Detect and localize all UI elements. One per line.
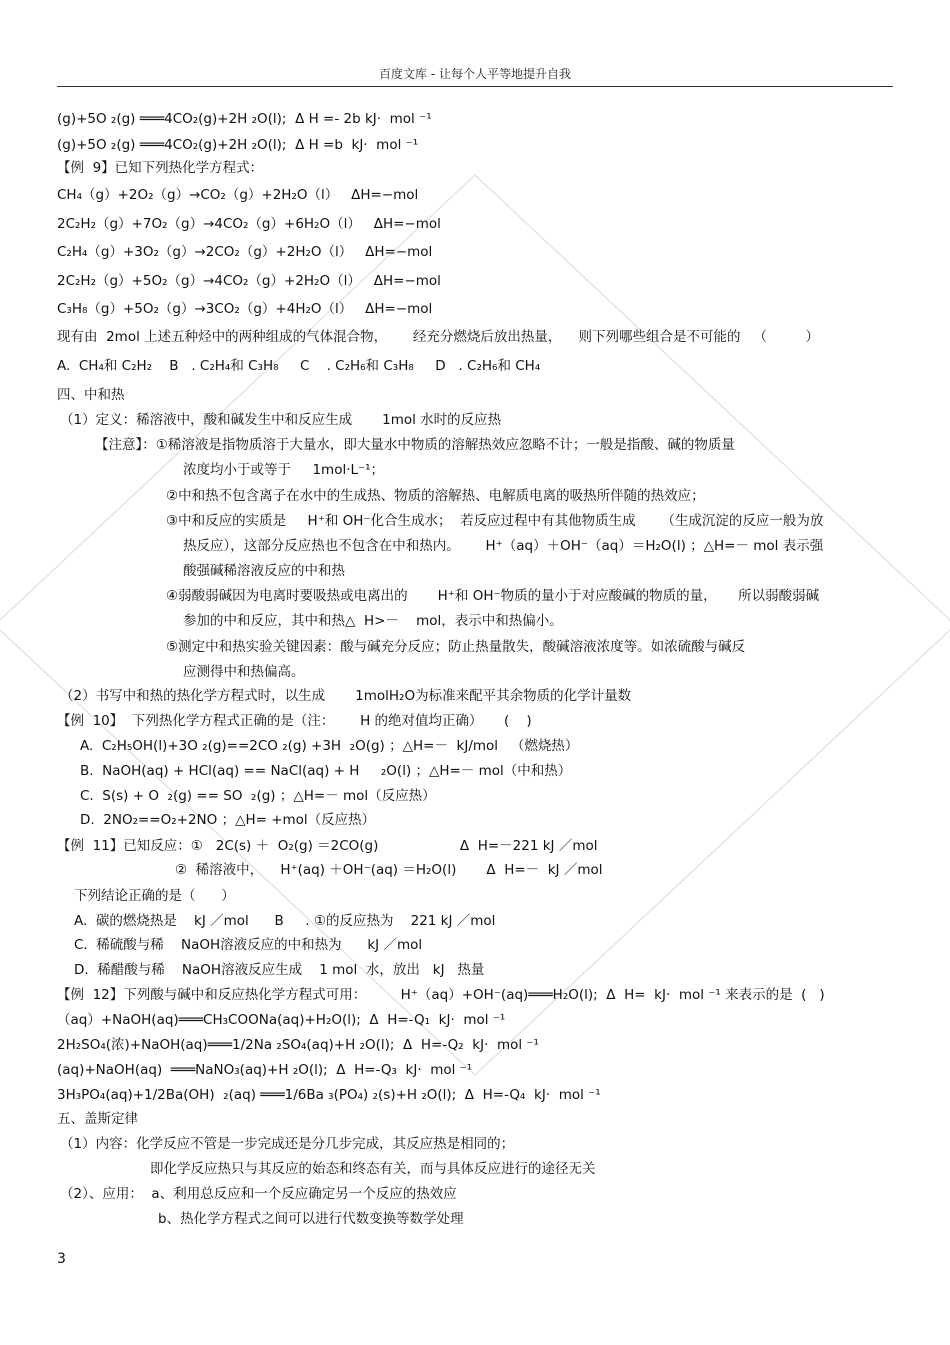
text-line: （1）内容：化学反应不管是一步完成还是分几步完成，其反应热是相同的； bbox=[60, 1136, 515, 1152]
text-line: ② 稀溶液中， H⁺(aq) ＋OH⁻(aq) ＝H₂O(l) Δ H=－ kJ ／mol bbox=[175, 862, 603, 878]
text-line: ④弱酸弱碱因为电离时要吸热或电离出的 H⁺和 OH⁻物质的量小于对应酸碱的物质的量， 所以弱酸弱碱 bbox=[166, 588, 820, 604]
text-line: C. S(s) + O ₂(g) == SO ₂(g) ；△H=－ mol（反应热） bbox=[80, 788, 436, 804]
page-number: 3 bbox=[57, 1251, 66, 1267]
text-line: D. 稀醋酸与稀 NaOH溶液反应生成 1 mol 水，放出 kJ 热量 bbox=[74, 962, 485, 978]
text-line: ③中和反应的实质是 H⁺和 OH⁻化合生成水； 若反应过程中有其他物质生成 （生成沉淀的反应一般为放 bbox=[166, 513, 824, 529]
text-line: A. CH₄和 C₂H₂ B . C₂H₄和 C₃H₈ C . C₂H₆和 C₃H₈ D . C₂H₆和 CH₄ bbox=[57, 358, 541, 374]
text-line: 【注意】：①稀溶液是指物质溶于大量水，即大量水中物质的溶解热效应忽略不计；一般是指酸、碱的物质量 bbox=[95, 437, 735, 453]
text-line: ⑤测定中和热实验关键因素：酸与碱充分反应；防止热量散失，酸碱溶液浓度等。如浓硫酸与碱反 bbox=[166, 639, 746, 655]
text-line: A. C₂H₅OH(l)+3O ₂(g)==2CO ₂(g) +3H ₂O(g) ；△H=－ kJ/mol （燃烧热） bbox=[80, 738, 579, 754]
text-line: A. 碳的燃烧热是 kJ ／mol B . ①的反应热为 221 kJ ／mol bbox=[74, 913, 496, 929]
text-line: (g)+5O ₂(g) ═══4CO₂(g)+2H ₂O(l); Δ H =b kJ· mol ⁻¹ bbox=[57, 137, 419, 153]
text-line: （2）书写中和热的热化学方程式时，以生成 1molH₂O为标准来配平其余物质的化学计量数 bbox=[60, 688, 632, 704]
text-line: b、热化学方程式之间可以进行代数变换等数学处理 bbox=[158, 1211, 464, 1227]
text-line: C₂H₄（g）+3O₂（g）→2CO₂（g）+2H₂O（l） ΔH=−mol bbox=[57, 244, 433, 260]
text-line: C₃H₈（g）+5O₂（g）→3CO₂（g）+4H₂O（l） ΔH=−mol bbox=[57, 301, 433, 317]
text-line: (aq)+NaOH(aq) ═══NaNO₃(aq)+H ₂O(l); Δ H=-Q₃ kJ· mol ⁻¹ bbox=[57, 1062, 473, 1078]
text-line: 五、盖斯定律 bbox=[57, 1111, 138, 1127]
text-line: 下列结论正确的是（ ） bbox=[74, 888, 235, 904]
text-line: 2C₂H₂（g）+7O₂（g）→4CO₂（g）+6H₂O（l） ΔH=−mol bbox=[57, 216, 441, 232]
text-line: 热反应），这部分反应热也不包含在中和热内。 H⁺（aq）＋OH⁻（aq）＝H₂O(l) ；△H=－ mol 表示强 bbox=[183, 538, 824, 554]
text-line: （2）、应用： a、利用总反应和一个反应确定另一个反应的热效应 bbox=[60, 1186, 457, 1202]
text-line: C. 稀硫酸与稀 NaOH溶液反应的中和热为 kJ ／mol bbox=[74, 937, 423, 953]
text-line: 【例 9】已知下列热化学方程式： bbox=[57, 160, 264, 176]
text-line: D. 2NO₂==O₂+2NO ；△H= +mol（反应热） bbox=[80, 812, 376, 828]
page-header: 百度文库 - 让每个人平等地提升自我 bbox=[57, 66, 893, 87]
text-line: 浓度均小于或等于 1mol·L⁻¹； bbox=[183, 462, 385, 478]
text-line: 2C₂H₂（g）+5O₂（g）→4CO₂（g）+2H₂O（l） ΔH=−mol bbox=[57, 273, 441, 289]
text-line: 现有由 2mol 上述五种烃中的两种组成的气体混合物， 经充分燃烧后放出热量， 则下列哪些组合是不可能的 （ ） bbox=[57, 329, 820, 345]
text-line: 应测得中和热偏高。 bbox=[183, 664, 305, 680]
text-line: 【例 10】 下列热化学方程式正确的是（注： H 的绝对值均正确） ( ) bbox=[57, 713, 532, 729]
text-line: 四、中和热 bbox=[57, 387, 125, 403]
text-line: （aq）+NaOH(aq)═══CH₃COONa(aq)+H₂O(l); Δ H=-Q₁ kJ· mol ⁻¹ bbox=[57, 1012, 506, 1028]
text-line: (g)+5O ₂(g) ═══4CO₂(g)+2H ₂O(l); Δ H =- 2b kJ· mol ⁻¹ bbox=[57, 111, 432, 127]
text-line: （1）定义：稀溶液中，酸和碱发生中和反应生成 1mol 水时的反应热 bbox=[60, 412, 502, 428]
text-line: 酸强碱稀溶液反应的中和热 bbox=[183, 563, 345, 579]
text-line: 2H₂SO₄(浓)+NaOH(aq)═══1/2Na ₂SO₄(aq)+H ₂O(l); Δ H=-Q₂ kJ· mol ⁻¹ bbox=[57, 1037, 539, 1053]
text-line: 即化学反应热只与其反应的始态和终态有关，而与具体反应进行的途径无关 bbox=[150, 1161, 596, 1177]
text-line: 【例 12】下列酸与碱中和反应热化学方程式可用： H⁺（aq）+OH⁻(aq)═══H₂O(l); Δ H= kJ· mol ⁻¹ 来表示的是 ( ) bbox=[57, 987, 825, 1003]
text-line: 参加的中和反应，其中和热△ H>－ mol，表示中和热偏小。 bbox=[183, 613, 563, 629]
text-line: CH₄（g）+2O₂（g）→CO₂（g）+2H₂O（l） ΔH=−mol bbox=[57, 187, 419, 203]
text-line: 【例 11】已知反应：① 2C(s) ＋ O₂(g) ＝2CO(g) Δ H=－221 kJ ／mol bbox=[57, 838, 598, 854]
text-line: ②中和热不包含离子在水中的生成热、物质的溶解热、电解质电离的吸热所伴随的热效应； bbox=[166, 488, 705, 504]
text-line: B. NaOH(aq) + HCl(aq) == NaCl(aq) + H ₂O(l) ；△H=－ mol（中和热） bbox=[80, 763, 572, 779]
text-line: 3H₃PO₄(aq)+1/2Ba(OH) ₂(aq) ═══1/6Ba ₃(PO₄) ₂(s)+H ₂O(l); Δ H=-Q₄ kJ· mol ⁻¹ bbox=[57, 1087, 601, 1103]
